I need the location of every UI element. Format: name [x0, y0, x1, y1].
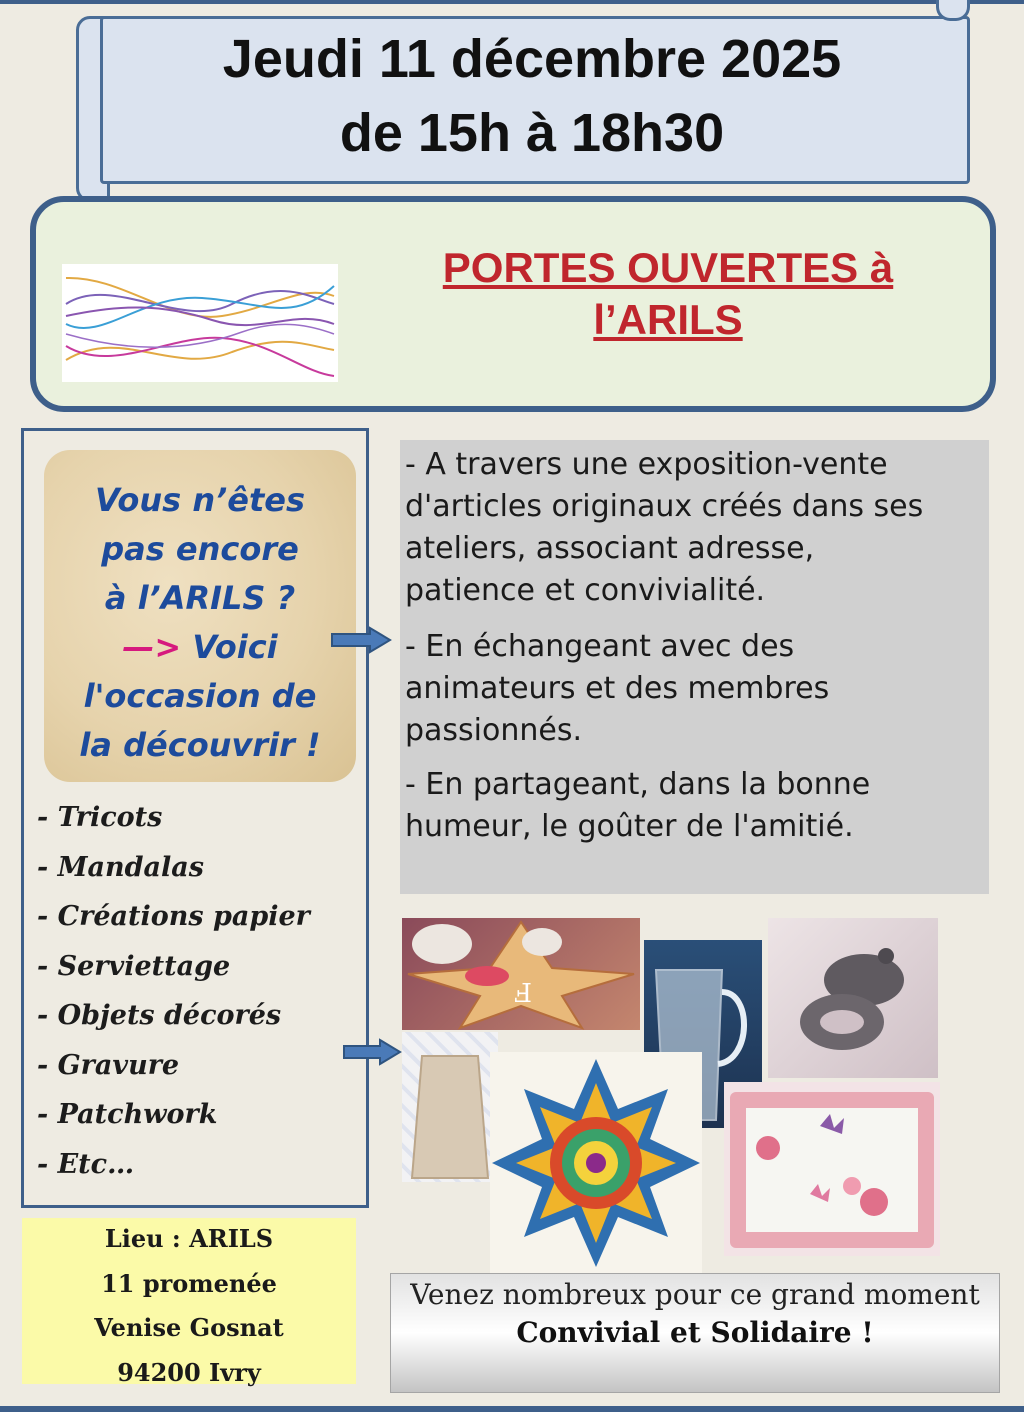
- arils-logo: [62, 264, 338, 382]
- invitation-line5: l'occasion de: [83, 677, 317, 715]
- description-paragraph-3: [405, 764, 990, 848]
- invitation-line6: la découvrir !: [79, 726, 321, 764]
- invitation-line2: pas encore: [101, 530, 299, 568]
- event-title-line1: PORTES OUVERTES à: [442, 244, 894, 291]
- invitation-text: [44, 476, 356, 770]
- description-line: - A travers une exposition-vente: [405, 447, 888, 482]
- description-line: ateliers, associant adresse,: [405, 531, 815, 566]
- photo-decorated-tray: [724, 1082, 940, 1256]
- description-line: passionnés.: [405, 713, 583, 748]
- list-item: - Mandalas: [37, 851, 204, 883]
- top-border: [0, 0, 1024, 4]
- photo-knitted-cardigan: [402, 1032, 498, 1182]
- photo-mandala: [490, 1052, 702, 1274]
- closing-message-line1: Venez nombreux pour ce grand moment: [410, 1278, 980, 1311]
- description-paragraph-1: [405, 444, 990, 612]
- address-line: Venise Gosnat: [94, 1313, 284, 1342]
- closing-message-line2: Convivial et Solidaire !: [516, 1316, 874, 1349]
- photo-knitted-slippers: [768, 918, 938, 1078]
- right-arrow-icon: [342, 1038, 404, 1066]
- address-line: Lieu : ARILS: [104, 1224, 274, 1253]
- description-line: - En partageant, dans la bonne: [405, 767, 871, 802]
- invitation-line4: [44, 623, 356, 672]
- list-item: - Tricots: [37, 802, 163, 833]
- description-line: d'articles originaux créés dans ses: [405, 489, 924, 524]
- photo-tea-table: [402, 918, 640, 1030]
- list-item: - Serviettage: [37, 950, 231, 982]
- event-title-line2: l’ARILS: [593, 296, 743, 343]
- description-line: humeur, le goûter de l'amitié.: [405, 809, 854, 844]
- description-line: - En échangeant avec des: [405, 629, 795, 664]
- list-item: - Gravure: [37, 1049, 180, 1081]
- list-item: - Créations papier: [37, 901, 310, 932]
- arrow-glyph: —>: [122, 628, 182, 666]
- description-line: patience et convivialité.: [405, 573, 766, 608]
- invitation-voici: Voici: [181, 628, 278, 666]
- address-line: 94200 Ivry: [117, 1358, 261, 1387]
- activities-list: [37, 800, 310, 1196]
- address-line: 11 promenée: [101, 1269, 277, 1298]
- description-line: animateurs et des membres: [405, 671, 830, 706]
- event-title: [400, 242, 936, 346]
- bottom-border: [0, 1406, 1024, 1412]
- right-arrow-icon: [330, 626, 394, 654]
- event-time: de 15h à 18h30: [339, 103, 725, 163]
- list-item: - Etc…: [37, 1148, 135, 1180]
- invitation-line3: à l’ARILS ?: [104, 579, 296, 617]
- event-date: Jeudi 11 décembre 2025: [222, 29, 842, 89]
- list-item: - Objets décorés: [37, 1000, 282, 1031]
- description-paragraph-2: [405, 626, 990, 752]
- list-item: - Patchwork: [37, 1099, 218, 1130]
- svg-text:Ⅎ: Ⅎ: [514, 979, 533, 1009]
- invitation-line1: Vous n’êtes: [94, 481, 306, 519]
